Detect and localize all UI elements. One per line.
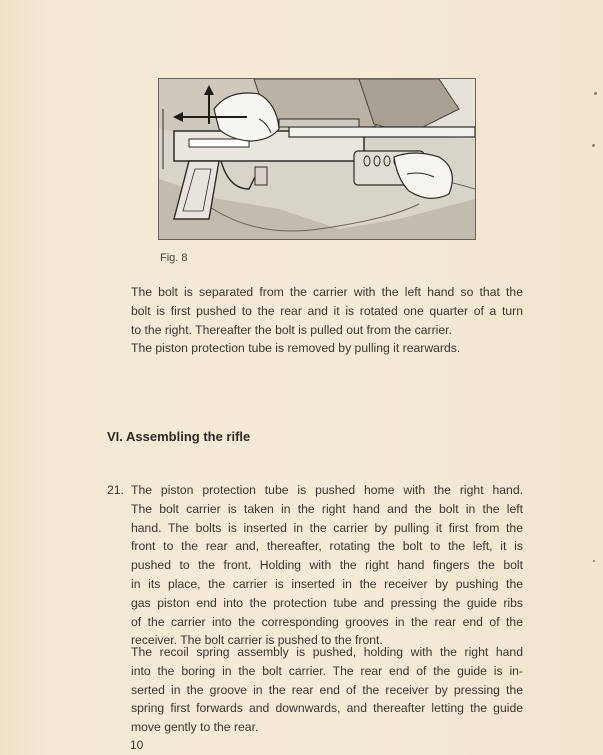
paper-speck — [592, 144, 595, 147]
text-line: front to the rear and, thereafter, rotating the bolt to the left, it is — [131, 539, 523, 554]
text-line: The bolt carrier is taken in the right hand and the bolt in the left — [131, 501, 523, 516]
text-line: of the carrier into the corresponding grooves in the rear end of the — [131, 614, 523, 629]
page-number: 10 — [130, 738, 144, 752]
text-line: in its place, the carrier is inserted in the receiver by pushing the — [131, 576, 523, 591]
text-line: receiver. The bolt carrier is pushed to the front. — [131, 633, 383, 648]
text-line: pushed to the front. Holding with the right hand fingers the bolt — [131, 558, 523, 573]
text-line: to the right. Thereafter the bolt is pulled out from the carrier. — [131, 322, 452, 337]
figure-caption: Fig. 8 — [160, 252, 188, 264]
text-line: into the boring in the bolt carrier. The rear end of the guide is in- — [131, 663, 523, 678]
rifle-assembly-drawing — [159, 79, 475, 239]
text-line: spring first forwards and downwards, and thereafter letting the guide — [131, 701, 523, 716]
item-number: 21. — [107, 483, 124, 497]
paragraph-recoil-spring — [131, 643, 523, 737]
section-heading: VI. Assembling the rifle — [107, 429, 251, 444]
paper-speck — [593, 560, 595, 562]
text-line: gas piston end into the protection tube and pressing the guide ribs — [131, 595, 523, 610]
text-line: The bolt is separated from the carrier with the left hand so that the — [131, 285, 523, 299]
paper-speck — [594, 92, 597, 95]
text-line: The piston protection tube is removed by pulling it rearwards. — [131, 341, 461, 356]
text-line: The piston protection tube is pushed home with the right hand. — [131, 483, 523, 497]
text-line: hand. The bolts is inserted in the carrier by pulling it first from the — [131, 520, 523, 535]
text-line: The recoil spring assembly is pushed, holding with the right hand — [131, 645, 523, 659]
figure-illustration — [158, 78, 476, 240]
text-line: move gently to the rear. — [131, 720, 259, 735]
paragraph-item-21 — [131, 481, 523, 650]
paragraph-bolt-separation — [131, 283, 523, 358]
text-line: bolt is first pushed to the rear and it is rotated one quarter of a turn — [131, 303, 523, 318]
text-line: serted in the groove in the rear end of the receiver by pressing the — [131, 682, 523, 697]
